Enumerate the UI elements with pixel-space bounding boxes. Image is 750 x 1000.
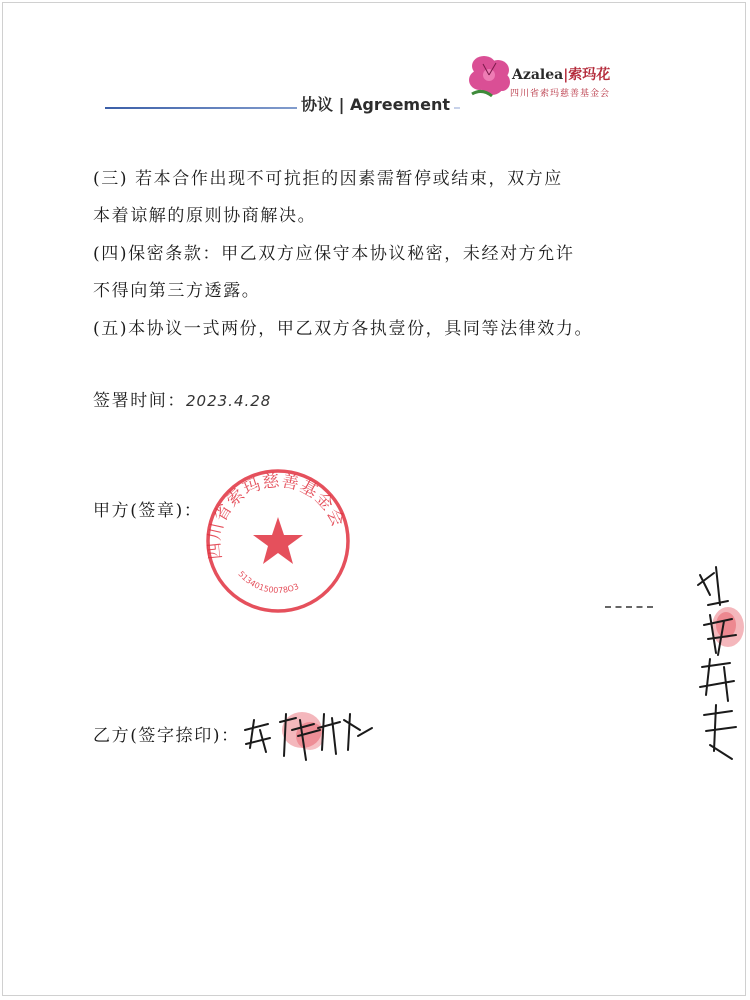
seal-star-icon [253,517,303,564]
seal-code: 51340150078O3 [236,569,301,596]
clause-5-line-1: (五)本协议一式两份，甲乙双方各执壹份，具同等法律效力。 [93,319,594,339]
header-title: 协议 | Agreement [297,92,454,115]
logo-brand-en: Azalea [512,67,564,83]
foundation-logo [462,48,622,108]
clause-4-line-1: (四)保密条款：甲乙双方应保守本协议秘密，未经对方允许 [93,244,575,264]
signing-time [93,390,271,412]
signing-time-value: 2023.4.28 [186,392,272,410]
official-seal [195,465,361,615]
clause-3-line-1: (三) 若本合作出现不可抗拒的因素需暂停或结束，双方应 [93,169,563,189]
signing-time-label: 签署时间： [93,391,186,411]
clause-4-line-2: 不得向第三方透露。 [93,281,261,301]
page-border [2,2,746,996]
logo-subtitle: 四川省索玛慈善基金会 [510,89,611,99]
logo-brand-text [512,64,610,84]
svg-text:51340150078O3 [236,569,300,595]
party-a-label: 甲方(签章)： [93,501,203,521]
party-b-signature [240,700,385,775]
logo-brand-cn: |索玛花 [563,67,611,83]
signature-leader-mark [605,606,653,610]
party-b-label: 乙方(签字捺印)： [93,726,240,746]
clause-3-line-2: 本着谅解的原则协商解决。 [93,206,317,226]
side-signature [680,555,750,785]
seal-org-name: 四川省索玛慈善基金会 [204,471,349,561]
